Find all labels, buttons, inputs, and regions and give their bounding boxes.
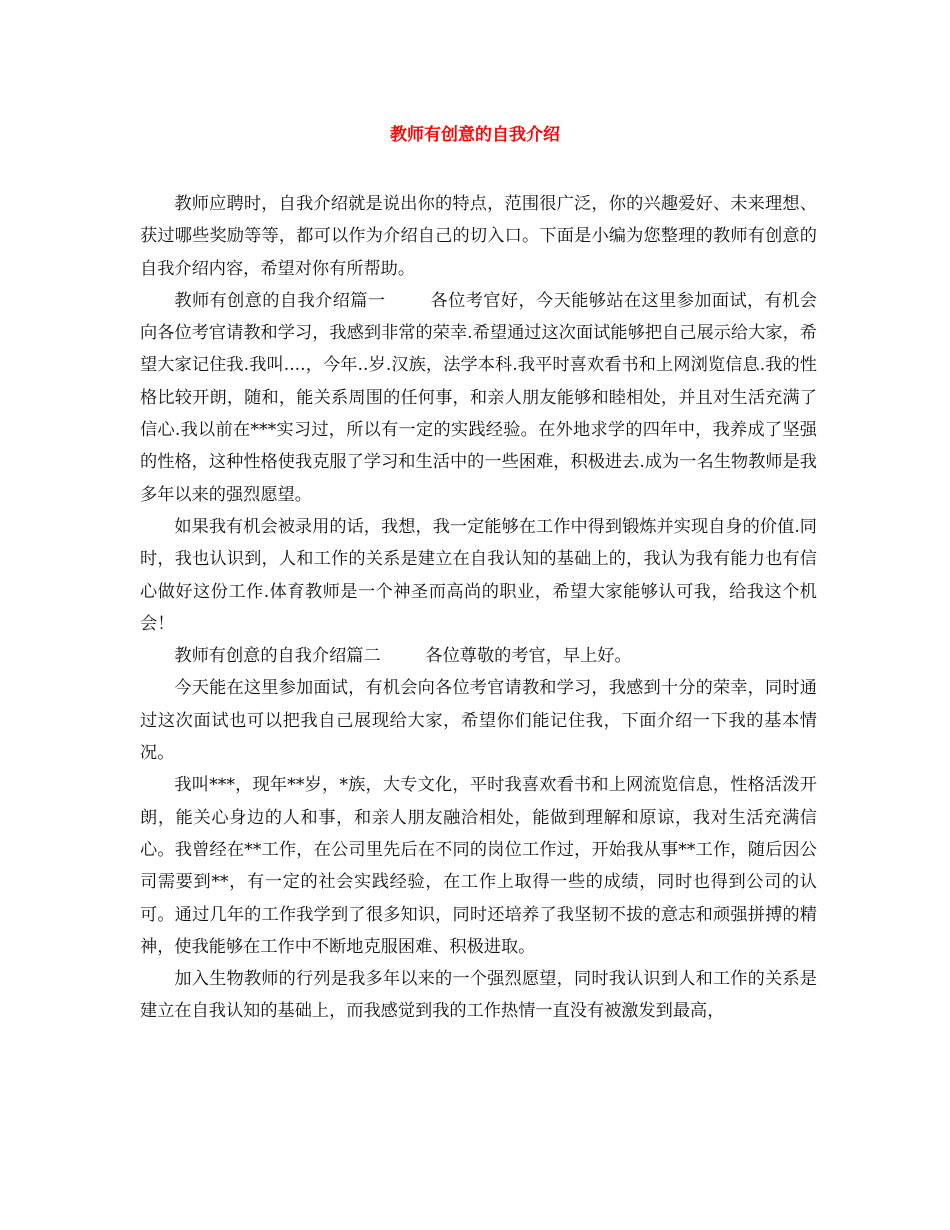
paragraph-intro [140, 188, 817, 285]
document-body [140, 188, 817, 1028]
paragraph-text: 教师应聘时，自我介绍就是说出你的特点，范围很广泛，你的兴趣爱好、未来理想、获过哪些奖励等等，都可以作为介绍自己的切入口。下面是小编为您整理的教师有创意的自我介绍内容，希望对你有所帮助。 [140, 194, 817, 279]
section-heading: 教师有创意的自我介绍篇一 [174, 290, 386, 311]
paragraph [140, 963, 817, 1028]
paragraph-section-one [140, 285, 817, 511]
paragraph-text: 各位尊敬的考官，早上好。 [425, 646, 632, 667]
paragraph [140, 672, 817, 769]
paragraph [140, 769, 817, 963]
paragraph-text: 各位考官好，今天能够站在这里参加面试，有机会向各位考官请教和学习，我感到非常的荣幸.希望通过这次面试能够把自己展示给大家，希望大家记住我.我叫....，今年..岁.汉族，法学本科.我平时喜欢看书和上网浏览信息.我的性格比较开朗，随和，能关系周围的任何事，和亲人朋友能够和睦相处，并且对生活充满了信心.我以前在***实习过，所以有一定的实践经验。在外地求学的四年中，我养成了坚强的性格，这种性格使我克服了学习和生活中的一些困难，积极进去.成为一名生物教师是我多年以来的强烈愿望。 [140, 290, 817, 505]
paragraph-text: 加入生物教师的行列是我多年以来的一个强烈愿望，同时我认识到人和工作的关系是建立在自我认知的基础上，而我感觉到我的工作热情一直没有被激发到最高， [140, 969, 817, 1022]
document-title: 教师有创意的自我介绍 [390, 125, 560, 145]
section-heading: 教师有创意的自我介绍篇二 [174, 646, 381, 667]
paragraph-text: 今天能在这里参加面试，有机会向各位考官请教和学习，我感到十分的荣幸，同时通过这次面试也可以把我自己展现给大家，希望你们能记住我，下面介绍一下我的基本情况。 [140, 678, 817, 764]
paragraph-text: 如果我有机会被录用的话，我想，我一定能够在工作中得到锻炼并实现自身的价值.同时，我也认识到，人和工作的关系是建立在自我认知的基础上的，我认为我有能力也有信心做好这份工作.体育教师是一个神圣而高尚的职业，希望大家能够认可我，给我这个机会！ [140, 516, 817, 634]
paragraph-section-two [140, 640, 817, 672]
paragraph [140, 511, 817, 640]
paragraph-text: 我叫***，现年**岁，*族，大专文化，平时我喜欢看书和上网流览信息，性格活泼开朗，能关心身边的人和事，和亲人朋友融洽相处，能做到理解和原谅，我对生活充满信心。我曾经在**工作，在公司里先后在不同的岗位工作过，开始我从事**工作，随后因公司需要到**，有一定的社会实践经验，在工作上取得一些的成绩，同时也得到公司的认可。通过几年的工作我学到了很多知识，同时还培养了我坚韧不拔的意志和顽强拼搏的精神，使我能够在工作中不断地克服困难、积极进取。 [140, 775, 817, 957]
